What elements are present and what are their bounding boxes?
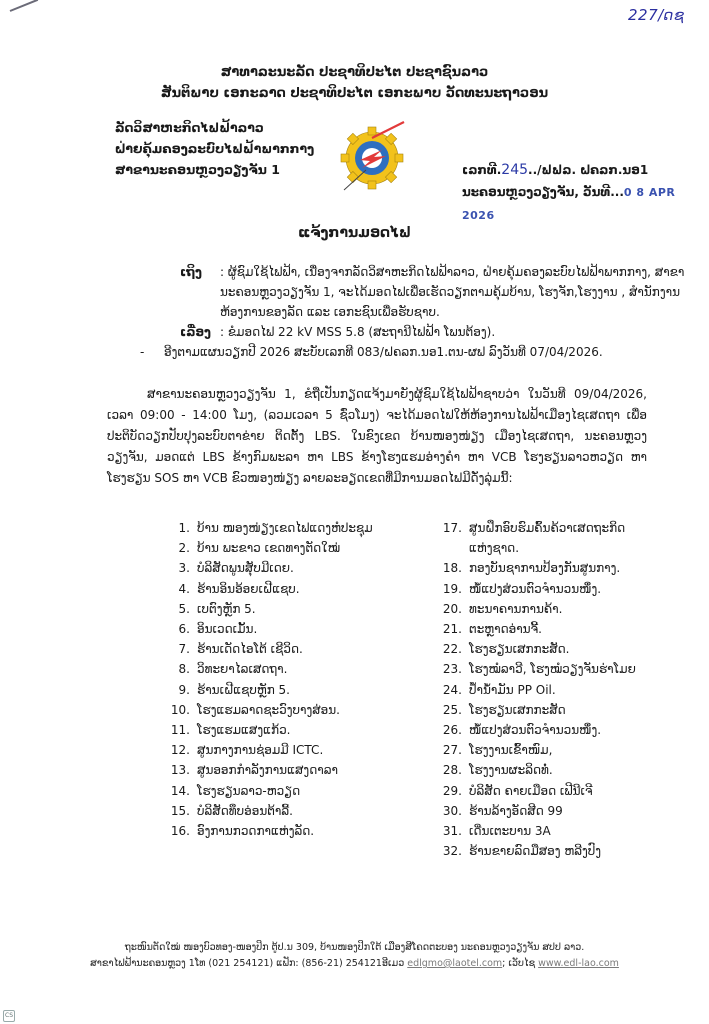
to-row <box>180 262 700 322</box>
footer-website-link[interactable]: www.edl-lao.com <box>538 958 619 969</box>
reference-line <box>140 345 603 359</box>
list-item: 31. ເດີ່ນເຕະບານ 3A <box>442 824 551 839</box>
list-item: 25. ໂຮງຮຽນເສກກະສັດ <box>442 702 566 717</box>
list-item: 16. ອົງການກວດກາແຫ່ງລັດ. <box>170 824 315 839</box>
list-item: 12. ສູນກາງການຊ່ອມມີ ICTC. <box>170 743 324 758</box>
bullet-dash: - <box>140 345 145 359</box>
footer-website-label: ; ເວັບໄຊ <box>502 958 536 969</box>
list-item: 8. ວິທະຍາໄລເສດຖາ. <box>178 662 288 677</box>
organization-line1: ລັດວິສາຫະກິດໄຟຟ້າລາວ <box>115 120 264 135</box>
footer-phone-fax: ສາຂາໄຟຟ້ານະຄອນຫຼວງ 1ໂທ (021 254121) ແຟັກ: (856-21) 254121ອີເມວ <box>90 958 405 969</box>
list-item: 9. ຮ້ານເຝີແຊບຫຼັກ 5. <box>178 682 290 697</box>
organization-line3: ສາຂານະຄອນຫຼວງວຽງຈັນ 1 <box>115 162 280 177</box>
edl-logo-icon <box>336 120 406 192</box>
subject-row <box>180 322 700 342</box>
doc-number-prefix: ເລກທີ. <box>462 163 502 177</box>
subject-label: ເລື່ອງ <box>180 325 211 339</box>
organization-line2: ຝ່າຍຄຸ້ມຄອງລະບົບໄຟຟ້າພາກກາງ <box>115 141 315 156</box>
list-item: 11. ໂຮງແຮມແສງແກ້ວ. <box>170 723 291 738</box>
addressee-block <box>180 262 700 342</box>
body-paragraph: ສາຂານະຄອນຫຼວງວຽງຈັນ 1, ຂໍຖືເປັນກຽດແຈ້ງມາຍັງຜູ້ຊົມໃຊ້ໄຟຟ້າຊາບວ່າ ໃນວັນທີ 09/04/2026, ເວລາ 09:00 - 14:00 ໂມງ, (ລວມເວລາ 5 ຊົ່ວໂມງ) ຈະໄດ້ມອດໄຟໃຫ້ຫ້ອງການໄຟຟ້າເມືອງໄຊເສດຖາ ເພື່ອປະຕິບັດວຽກປັບປຸງລະບົບຕາຂ່າຍ ຕິດຕັ້ງ LBS. ໃນຂົງເຂດ ບ້ານໜອງໜ່ຽງ ເມືອງໄຊເສດຖາ, ນະຄອນຫຼວງວຽງຈັນ, ມອດແຕ່ LBS ຂ້າງກົມພະລາ ຫາ LBS ຂ້າງໂຮງແຮມອ່າງຄໍາ ຫາ VCB ໂຮງຮຽນລາວຫວຽດ ຫາ ໂຮງຮຽນ SOS ຫາ VCB ຂົວໜອງໜ່ຽງ ລາຍລະອຽດເຂດທີ່ມີການມອດໄຟມີດັ່ງລຸ່ມນີ້: <box>107 387 647 485</box>
subject-text: : ຂໍມອດໄຟ 22 kV MSS 5.8 (ສະຖານີໄຟຟ້າ ໂພນຕ້ອງ). <box>220 325 496 339</box>
national-header-line1: ສາທາລະນະລັດ ປະຊາທິປະໄຕ ປະຊາຊົນລາວ <box>220 65 489 80</box>
list-item: 7. ຮ້ານເດັດໄອໂຕ້ ເຊີວິດ. <box>178 642 303 657</box>
national-header-line2: ສັນຕິພາບ ເອກະລາດ ປະຊາທິປະໄຕ ເອກະພາບ ວັດທະນະຖາວອນ <box>160 86 549 101</box>
list-item: 1. ບ້ານ ໜອງໜ່ຽງເຂດໄຟແດງຫໍປະຊຸມ <box>178 521 373 535</box>
list-item: 23. ໂຮງໝໍລາວີ, ໂຮງໝໍວຽງຈັນຮ່າໂມຍ <box>442 662 636 677</box>
footer-address: ຖະໜົນຕັດໃໝ່ ໜອງບົວທອງ-ໜອງປິກ ຕູ້ປ.ນ 309, ບ້ານໜອງປິກໃຕ້ ເມືອງສີໂຄດຕະບອງ ນະຄອນຫຼວງວຽງຈັນ ສປປ ລາວ. <box>124 942 585 953</box>
list-item: 27. ໂຮງງານເຂົ້າໜົມ, <box>442 743 553 758</box>
list-item: 32. ຮ້ານຂາຍລົດມືສອງ ຫລີງປົງ <box>442 844 602 859</box>
to-text: : ຜູ້ຊົມໃຊ້ໄຟຟ້າ, ເນື່ອງຈາກລັດວິສາຫະກິດໄຟຟ້າລາວ, ຝ່າຍຄຸ້ມຄອງລະບົບໄຟຟ້າພາກກາງ, ສາຂານະຄອນຫຼວງວຽງຈັນ 1, ຈະໄດ້ມອດໄຟເພື່ອເຮັດວຽກຕາມຄຸ້ມບ້ານ, ໂຮງຈັກ,ໂຮງງານ , ສໍານັກງານຫ້ອງການຂອງລັດ ແລະ ເອກະຊົນເພື່ອຮັບຊາບ. <box>220 265 685 319</box>
list-item: 30. ຮ້ານລ້າງອັດສີດ 99 <box>442 803 563 818</box>
locations-list-right <box>432 518 672 861</box>
list-item: 21. ຕະຫຼາດອ່ານຈີ້. <box>442 622 542 637</box>
place-date <box>462 181 709 227</box>
list-item: 5. ເບຕົງຫຼັກ 5. <box>178 601 256 616</box>
list-item: 14. ໂຮງຮຽນລາວ-ຫວຽດ <box>170 783 301 798</box>
national-header <box>0 62 709 104</box>
footer <box>0 940 709 972</box>
list-item: 28. ໂຮງງານຜະລິດທໍ່. <box>442 763 553 778</box>
doc-number-suffix: ../ຟຟລ. ຝຄລກ.ນອ1 <box>528 163 649 177</box>
scanner-badge-icon: CS <box>3 1010 15 1022</box>
handwritten-reference: 227/ດຊ <box>628 6 685 24</box>
locations-list-left <box>160 518 410 841</box>
list-item: 17. ສູນຝຶກອົບຮົມຄົ້ນຄ້ວາເສດຖະກິດ ແຫ່ງຊາດ. <box>442 521 626 556</box>
footer-email-link[interactable]: edlgmo@laotel.com <box>407 958 503 969</box>
organization-block <box>115 117 314 180</box>
date-stamp: 0 8 APR 2026 <box>462 186 676 222</box>
pen-stroke-mark <box>10 0 39 12</box>
footer-contact <box>0 956 709 972</box>
list-item: 29. ບໍລິສັດ ຄາຍເມືອດ ເຟີນີເຈີ <box>442 783 593 798</box>
list-item: 24. ປໍ້ານໍ້າມັນ PP Oil. <box>442 682 556 697</box>
document-title: ແຈ້ງການມອດໄຟ <box>298 225 411 241</box>
list-item: 26. ໜໍ້ແປງສ່ວນຕົວຈໍານວນໜຶ່ງ. <box>442 723 602 738</box>
list-item: 20. ທະນາຄານການຄ້າ. <box>442 601 563 616</box>
doc-number-value: 245 <box>501 162 529 178</box>
list-item: 22. ໂຮງຮຽນເສກກະສັດ. <box>442 642 570 657</box>
place-date-label: ນະຄອນຫຼວງວຽງຈັນ, ວັນທີ... <box>462 185 624 199</box>
list-item: 15. ບໍລິສັດທຶບອ່ອນຕ້າລີ້. <box>170 803 293 818</box>
list-item: 4. ຮ້ານອິນອ້ອຍເຝີແຊບ. <box>178 581 300 596</box>
list-item: 10. ໂຮງແຮມລາດຊະວົງບາງສ່ອນ. <box>170 702 340 717</box>
list-item: 6. ອິນເວດເມັ້ນ. <box>178 622 258 637</box>
reference-text: ອີງຕາມແຜນວຽກປີ 2026 ສະບັບເລກທີ 083/ຝຄລກ.ນອ1.ຕນ-ຜຟ ລົງວັນທີ 07/04/2026. <box>164 345 603 359</box>
list-item: 18. ກອງບັນຊາການປ້ອງກັນສູນກາງ. <box>442 561 621 576</box>
to-label: ເຖິງ <box>180 265 202 279</box>
list-item: 3. ບໍລິສັດພູນສຸັບມີເດຍ. <box>178 561 294 576</box>
list-item: 13. ສູນອອກກໍາລັງການແສງດາລາ <box>170 763 338 778</box>
list-item: 2. ບ້ານ ພະຂາວ ເຂດທາງຕັດໃໝ່ <box>178 541 341 556</box>
document-number-block <box>462 159 709 227</box>
document-number <box>462 159 709 181</box>
list-item: 19. ໜໍ້ແປງສ່ວນຕົວຈໍານວນໜຶ່ງ. <box>442 581 602 596</box>
